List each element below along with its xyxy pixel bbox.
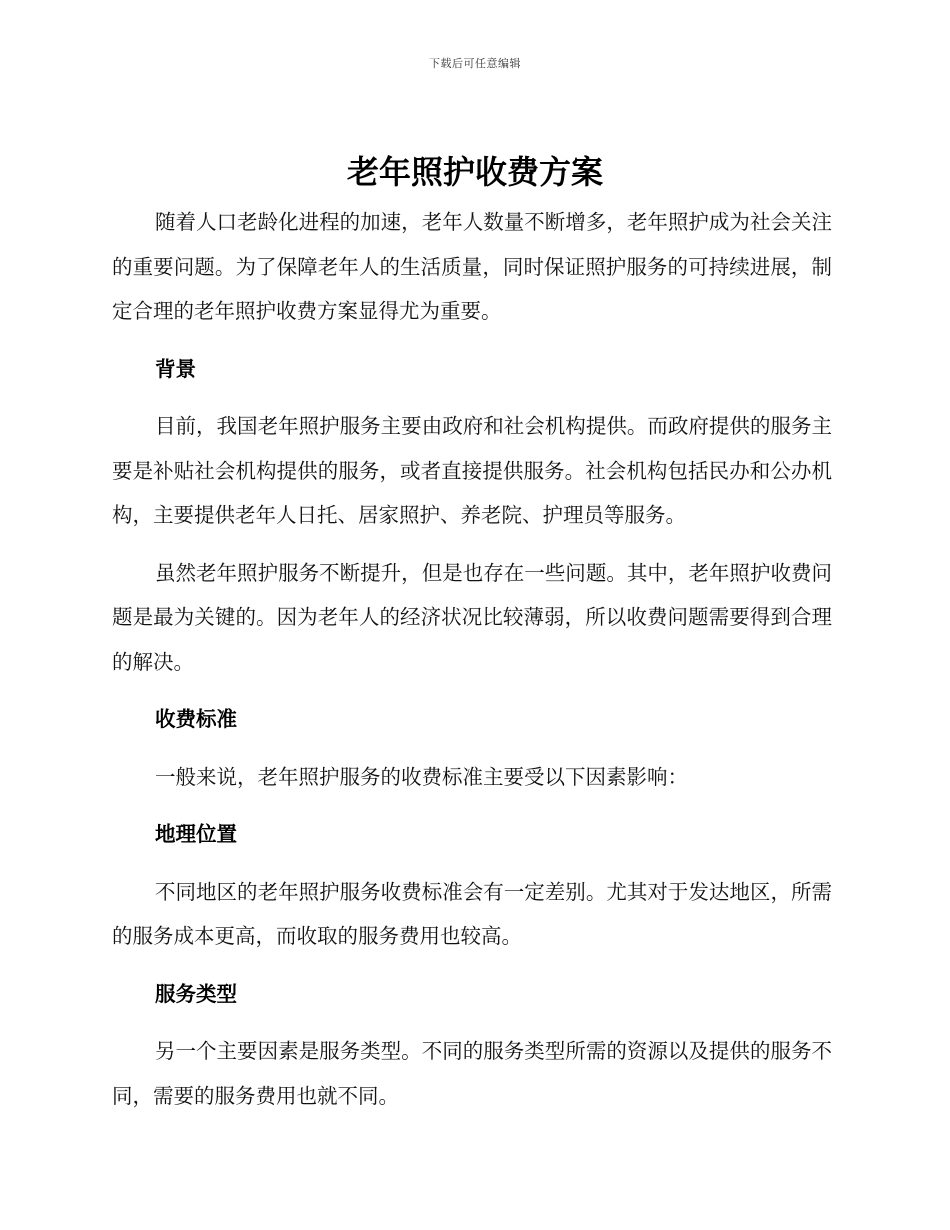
document-body xyxy=(112,200,832,1118)
section-heading-fee-standard: 收费标准 xyxy=(155,707,237,731)
section-heading-location: 地理位置 xyxy=(155,822,237,846)
background-paragraph-2: 虽然老年照护服务不断提升，但是也存在一些问题。其中，老年照护收费问题是最为关键的。因为老年人的经济状况比较薄弱，所以收费问题需要得到合理的解决。 xyxy=(112,560,832,674)
service-type-paragraph: 另一个主要因素是服务类型。不同的服务类型所需的资源以及提供的服务不同，需要的服务费用也就不同。 xyxy=(112,1039,832,1108)
section-heading-background: 背景 xyxy=(155,356,196,381)
background-paragraph-1: 目前，我国老年照护服务主要由政府和社会机构提供。而政府提供的服务主要是补贴社会机构提供的服务，或者直接提供服务。社会机构包括民办和公办机构，主要提供老年人日托、居家照护、养老院、护理员等服务。 xyxy=(112,414,832,527)
intro-paragraph: 随着人口老龄化进程的加速，老年人数量不断增多，老年照护成为社会关注的重要问题。为了保障老年人的生活质量，同时保证照护服务的可持续进展，制定合理的老年照护收费方案显得尤为重要。 xyxy=(112,210,832,323)
section-heading-service-type: 服务类型 xyxy=(155,981,237,1006)
location-paragraph: 不同地区的老年照护服务收费标准会有一定差别。尤其对于发达地区，所需的服务成本更高，而收取的服务费用也较高。 xyxy=(112,879,832,948)
document-title: 老年照护收费方案 xyxy=(346,153,603,191)
fee-standard-paragraph: 一般来说，老年照护服务的收费标准主要受以下因素影响： xyxy=(155,764,688,789)
header-note: 下载后可任意编辑 xyxy=(429,57,521,70)
